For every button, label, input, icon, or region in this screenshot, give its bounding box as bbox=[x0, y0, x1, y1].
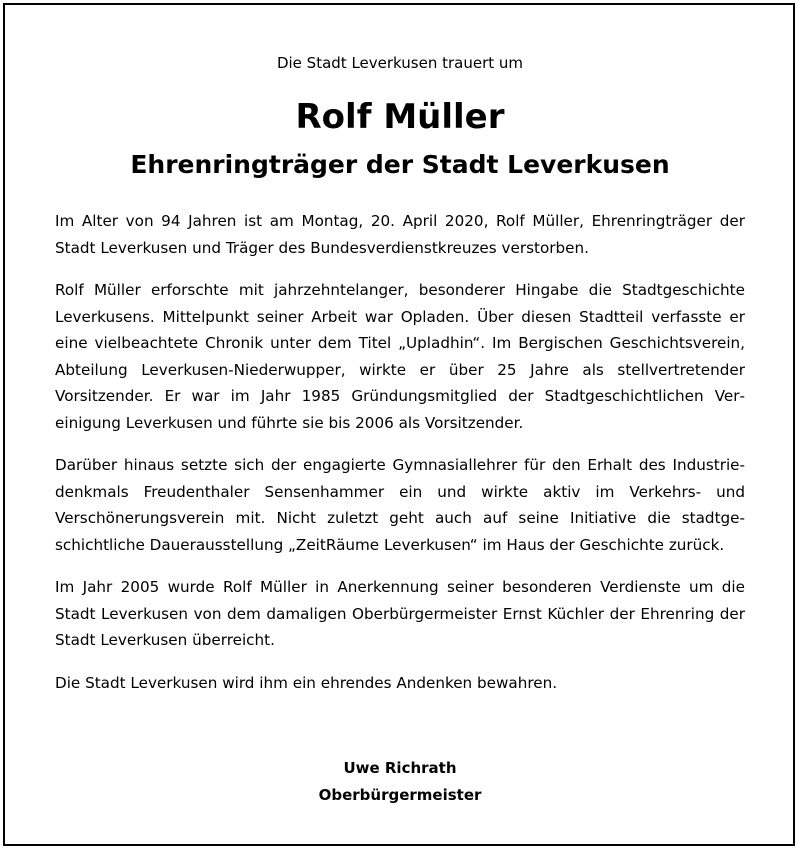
intro-line: Die Stadt Leverkusen trauert um bbox=[276, 54, 524, 72]
paragraph-honor-ring: Im Jahr 2005 wurde Rolf Müller in Anerkennung seiner besonderen Verdienste um die Stadt Leverkusen von dem damaligen Oberbürgermeister Ernst Küchler der Ehrenring der Stadt Leverkusen überreicht. bbox=[55, 578, 745, 649]
notice-body bbox=[55, 208, 745, 712]
paragraph-research: Rolf Müller erforschte mit jahrzehntelanger, besonderer Hingabe die Stadtgeschichte Leverkusens. Mittelpunkt seiner Arbeit war Opladen. Über diesen Stadtteil verfasste er eine vielbeachtete Chronik unter dem Titel „Upladhin“. Im Bergischen Geschichtsverein, Abteilung Leverkusen-Niederwupper, wirkte er über 25 Jahre als stellvertretender Vorsitzender. Er war im Jahr 1985 Gründungsmitglied der Stadtgeschichtlichen Vereinigung Leverkusen und führte sie bis 2006 als Vorsitzender. bbox=[55, 281, 745, 432]
deceased-name: Rolf Müller bbox=[295, 97, 505, 137]
signature-block bbox=[55, 755, 745, 809]
paragraph-death-announcement: Im Alter von 94 Jahren ist am Montag, 20. April 2020, Rolf Müller, Ehrenringträger der Stadt Leverkusen und Träger des Bundesverdienstkreuzes verstorben. bbox=[55, 212, 745, 257]
signatory-title: Oberbürgermeister bbox=[318, 786, 482, 804]
paragraph-engagement: Darüber hinaus setzte sich der engagierte Gymnasiallehrer für den Erhalt des Industriedenkmals Freudenthaler Sensenhammer ein und wirkte aktiv im Verkehrs- und Verschönerungsverein mit. Nicht zuletzt geht auch auf seine Initiative die stadtgeschichtliche Dauerausstellung „ZeitRäume Leverkusen“ im Haus der Geschichte zurück. bbox=[55, 456, 745, 554]
paragraph-remembrance: Die Stadt Leverkusen wird ihm ein ehrendes Andenken bewahren. bbox=[55, 673, 558, 692]
honorary-title: Ehrenringträger der Stadt Leverkusen bbox=[130, 150, 670, 179]
signatory-name: Uwe Richrath bbox=[343, 759, 457, 777]
